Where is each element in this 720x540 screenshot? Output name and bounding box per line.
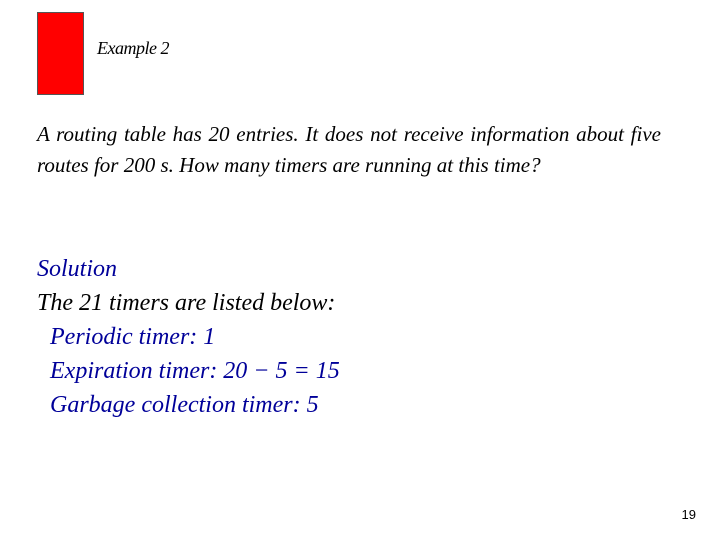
solution-block xyxy=(37,252,340,422)
question-text: A routing table has 20 entries. It does not receive information about five routes for 200 s. How many timers are running at this time? xyxy=(37,122,661,177)
timer-item-periodic: Periodic timer: 1 xyxy=(50,324,216,350)
solution-intro: The 21 timers are listed below: xyxy=(37,290,336,316)
page-number: 19 xyxy=(681,507,696,522)
example-title: Example 2 xyxy=(97,38,169,58)
timer-item-expiration: Expiration timer: 20 − 5 = 15 xyxy=(50,358,340,384)
decorative-red-box xyxy=(37,12,84,95)
timer-item-garbage-collection: Garbage collection timer: 5 xyxy=(50,392,319,418)
solution-heading: Solution xyxy=(37,256,118,282)
